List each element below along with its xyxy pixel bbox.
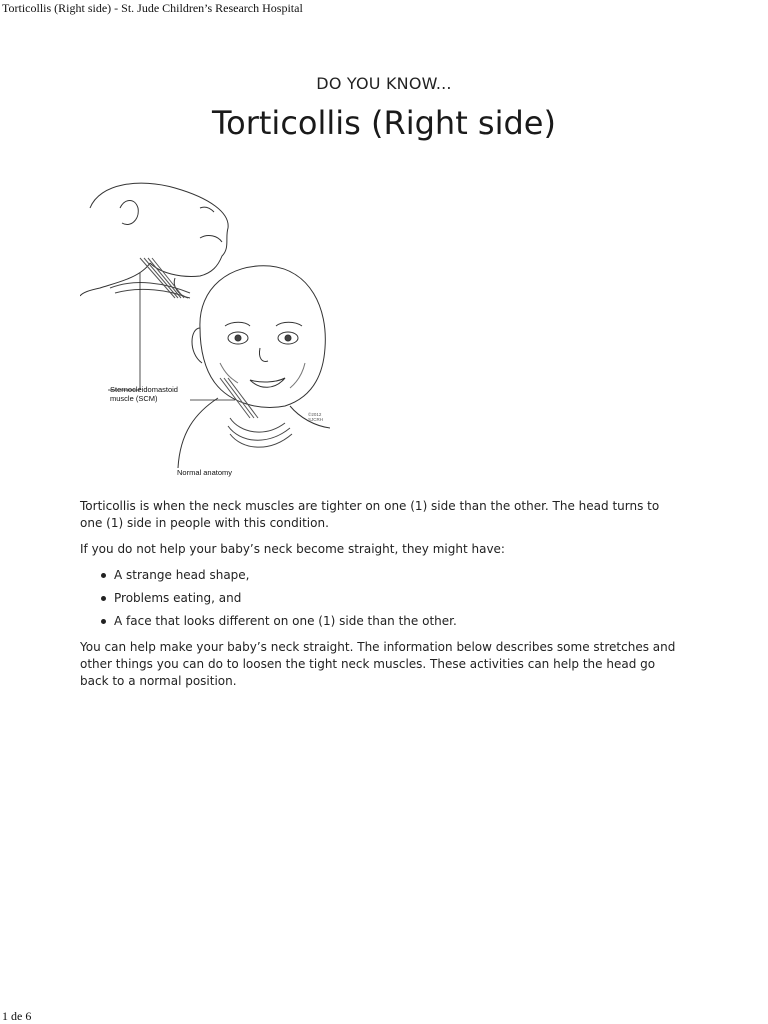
anatomy-illustration — [80, 178, 330, 483]
intro-paragraph: Torticollis is when the neck muscles are tighter on one (1) side than the other. The head turns to one (1) side in people with this condition. — [80, 499, 660, 530]
bullet-icon — [101, 596, 106, 601]
profile-head-outline — [90, 183, 228, 276]
bullet-icon — [101, 573, 106, 578]
anatomy-drawing — [80, 178, 330, 483]
list-item: A face that looks different on one (1) side than the other. — [114, 613, 680, 630]
lead-paragraph: If you do not help your baby’s neck become straight, they might have: — [80, 542, 505, 556]
kicker-heading: DO YOU KNOW... — [316, 74, 452, 93]
illustration-copyright: ©2012 SJCRH — [308, 412, 324, 422]
body-content — [80, 498, 680, 699]
normal-anatomy-label: Normal anatomy — [177, 468, 233, 477]
list-item: Problems eating, and — [114, 590, 680, 607]
scm-label: Sternocleidomastoid muscle (SCM) — [110, 385, 178, 403]
front-head-outline — [200, 266, 325, 408]
profile-ear — [120, 201, 138, 225]
page-title: Torticollis (Right side) — [212, 104, 556, 142]
closing-paragraph: You can help make your baby’s neck straight. The information below describes some stretches and other things you can do to loosen the tight neck muscles. These activities can help the head go back to a normal position. — [80, 640, 676, 688]
page-number: 1 de 6 — [2, 1009, 32, 1023]
bullet-icon — [101, 619, 106, 624]
list-item: A strange head shape, — [114, 567, 680, 584]
risk-list — [80, 567, 680, 630]
print-header: Torticollis (Right side) - St. Jude Children’s Research Hospital — [2, 1, 303, 15]
